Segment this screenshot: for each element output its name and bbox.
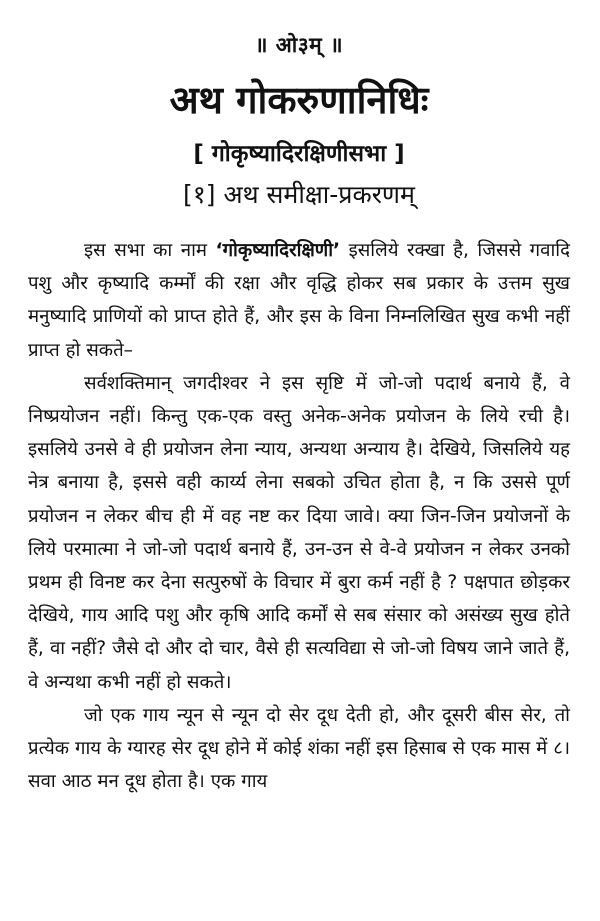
paragraph-2: सर्वशक्तिमान् जगदीश्वर ने इस सृष्टि में जो-जो पदार्थ बनाये हैं, वे निष्प्रयोजन नहीं। किन्तु एक-एक वस्तु अनेक-अनेक प्रयोजन के लिये रची है। इसलिये उनसे वे ही प्रयोजन लेना न्याय, अन्यथा अन्याय है। देखिये, जिसलिये यह नेत्र बनाया है, इससे वही कार्य्य लेना सबको उचित होता है, न कि उससे पूर्ण प्रयोजन न लेकर बीच ही में वह नष्ट कर दिया जावे। क्या जिन-जिन प्रयोजनों के लिये परमात्मा ने जो-जो पदार्थ बनाये हैं, उन-उन से वे-वे प्रयोजन न लेकर उनको प्रथम ही विनष्ट कर देना सत्पुरुषों के विचार में बुरा कर्म नहीं है ? पक्षपात छोड़कर देखिये, गाय आदि पशु और कृषि आदि कर्मों से सब संसार को असंख्य सुख होते हैं, वा नहीं? जैसे दो और दो चार, वैसे ही सत्यविद्या से जो-जो विषय जाने जाते हैं, वे अन्यथा कभी नहीं हो सकते। [28, 372, 570, 693]
book-title: अथ गोकरुणानिधिः [169, 78, 429, 122]
paragraph-3: जो एक गाय न्यून से न्यून दो सेर दूध देती हो, और दूसरी बीस सेर, तो प्रत्येक गाय के ग्यारह सेर दूध होने में कोई शंका नहीं इस हिसाब से एक मास में ८। सवा आठ मन दूध होता है। एक गाय [28, 704, 570, 793]
paragraph-1-rest: इसलिये रक्खा है, जिससे गवादि पशु और कृष्यादि कर्म्मों की रक्षा और वृद्धि होकर सब प्रकार के उत्तम सुख मनुष्यादि प्राणियों को प्राप्त होते हैं, और इस के विना निम्नलिखित सुख कभी नहीं प्राप्त हो सकते– [28, 240, 570, 361]
paragraph-1-start: इस सभा का नाम [84, 240, 216, 261]
subtitle-sabha: [ गोकृष्यादिरक्षिणीसभा ] [193, 141, 405, 167]
paragraph-1 [28, 234, 570, 367]
section-heading: [१] अथ समीक्षा-प्रकरणम् [183, 180, 415, 209]
sabha-name-emphasis: ‘गोकृष्यादिरक्षिणी’ [215, 240, 341, 261]
invocation-om: ॥ ओ३म् ॥ [254, 33, 344, 57]
body-text [28, 234, 570, 798]
